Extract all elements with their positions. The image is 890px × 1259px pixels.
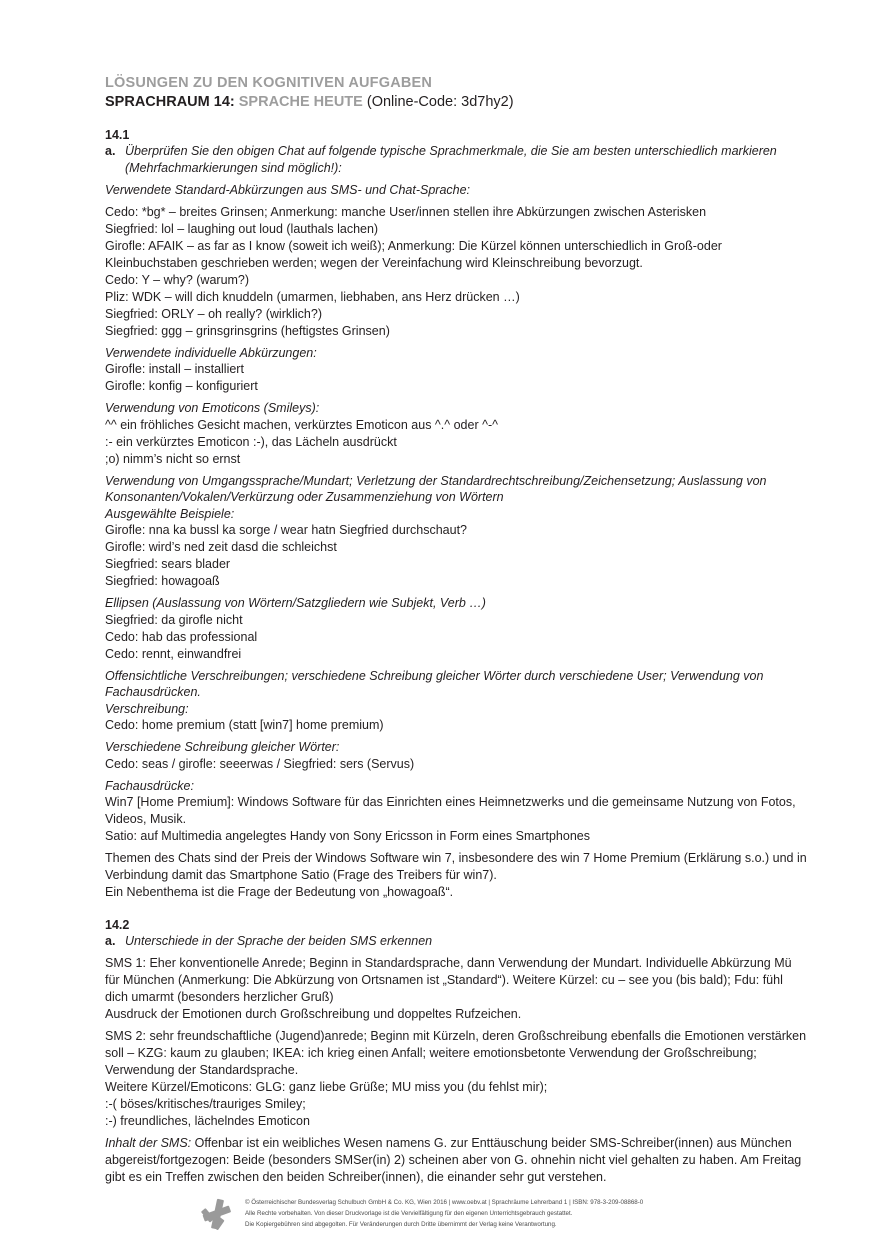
text-line: Cedo: rennt, einwandfrei: [105, 646, 242, 661]
text-line: für München (Anmerkung: Die Abkürzung von Ortsnamen ist „Standard“). Weitere Kürzel: cu – see you (bis bald); Fdu: fühl: [105, 972, 783, 987]
ellipses-heading: Ellipsen (Auslassung von Wörtern/Satzgliedern wie Subjekt, Verb …): [105, 596, 486, 610]
title-prefix: SPRACHRAUM 14:: [105, 94, 235, 110]
text-line: Siegfried: ggg – grinsgrinsgrins (heftigstes Grinsen): [105, 323, 390, 338]
text-line: Siegfried: da girofle nicht: [105, 612, 243, 627]
variant-spelling-subheading: Verschiedene Schreibung gleicher Wörter:: [105, 740, 340, 754]
text-line: Win7 [Home Premium]: Windows Software für das Einrichten eines Heimnetzwerks und die gemeinsame Nutzung von Fotos,: [105, 795, 796, 809]
text-line: Kleinbuchstaben geschrieben werden; wegen der Vereinfachung wird Kleinschreibung bevorzugt.: [105, 255, 643, 270]
online-code: (Online-Code: 3d7hy2): [366, 94, 514, 110]
text-line: Videos, Musik.: [105, 812, 187, 826]
emoticons-heading: Verwendung von Emoticons (Smileys):: [105, 401, 320, 415]
task-text: Unterschiede in der Sprache der beiden SMS erkennen: [125, 934, 433, 948]
text-line: ^^ ein fröhliches Gesicht machen, verkürztes Emoticon aus ^.^ oder ^-^: [105, 417, 498, 432]
text-line: Verwendung der Standardsprache.: [105, 1062, 299, 1077]
document-page: [105, 74, 820, 1186]
title-main: SPRACHE HEUTE: [238, 94, 363, 110]
footer: [200, 1197, 760, 1233]
task-letter: a.: [105, 934, 116, 948]
text-line: Girofle: install – installiert: [105, 362, 244, 376]
sms-content-label: Inhalt der SMS:: [105, 1135, 192, 1150]
section-heading: LÖSUNGEN ZU DEN KOGNITIVEN AUFGABEN: [105, 75, 433, 91]
footer-text: [245, 1198, 643, 1230]
std-abbrev-heading: Verwendete Standard-Abkürzungen aus SMS- und Chat-Sprache:: [105, 183, 471, 197]
text-line: dich umarmt (besonders herzlicher Gruß): [105, 989, 334, 1004]
text-line: Cedo: *bg* – breites Grinsen; Anmerkung: manche User/innen stellen ihre Abkürzungen zwischen Asterisken: [105, 204, 707, 219]
colloquial-heading: Verwendung von Umgangssprache/Mundart; Verletzung der Standardrechtschreibung/Zeichensetzung; Auslassung von: [105, 473, 767, 488]
task-letter: a.: [105, 144, 116, 158]
text-line: SMS 2: sehr freundschaftliche (Jugend)anrede; Beginn mit Kürzeln, deren Großschreibung ebenfalls die Emotionen verstärken: [105, 1028, 807, 1043]
task-14-2-a: [105, 933, 820, 950]
text-line: soll – KZG: kaum zu glauben; IKEA: ich krieg einen Anfall; weitere emotionsbetonte Verwendung der Großschreibung;: [105, 1045, 757, 1060]
text-line: Girofle: AFAIK – as far as I know (soweit ich weiß); Anmerkung: Die Kürzel können unterschiedlich in Groß-oder: [105, 238, 722, 253]
publisher-logo-icon: [200, 1197, 234, 1231]
text-line: Pliz: WDK – will dich knuddeln (umarmen, liebhaben, ans Herz drücken …): [105, 289, 520, 304]
text-line: Cedo: seas / girofle: seeerwas / Siegfried: sers (Servus): [105, 756, 415, 771]
text-line: Cedo: home premium (statt [win7] home premium): [105, 718, 384, 732]
text-line: Girofle: konfig – konfiguriert: [105, 379, 258, 393]
text-line: ;o) nimm’s nicht so ernst: [105, 451, 241, 466]
text-line: Cedo: Y – why? (warum?): [105, 272, 250, 287]
text-line: SMS 1: Eher konventionelle Anrede; Beginn in Standardsprache, dann Verwendung der Mundart. Individuelle Abkürzung Mü: [105, 955, 792, 970]
text-line: abgereist/fortgezogen: Beide (besonders SMSer(in) 2) scheinen aber von G. ohnehin nicht viel gehalten zu haben. Am Freitag: [105, 1152, 802, 1167]
misspelling-subheading: Verschreibung:: [105, 701, 189, 716]
text-line: :-) freundliches, lächelndes Emoticon: [105, 1113, 310, 1128]
task-14-1-a: [105, 143, 820, 176]
text-line: :-( böses/kritisches/trauriges Smiley;: [105, 1096, 306, 1111]
text-line: Ausdruck der Emotionen durch Großschreibung und doppeltes Rufzeichen.: [105, 1006, 522, 1021]
text-line: Cedo: hab das professional: [105, 629, 258, 644]
text-line: Girofle: wird’s ned zeit dasd die schleichst: [105, 540, 337, 554]
task-text: Überprüfen Sie den obigen Chat auf folgende typische Sprachmerkmale, die Sie am besten unterschiedlich markieren (Mehrfachmarkierungen sind möglich!):: [125, 144, 777, 175]
text-line: :- ein verkürztes Emoticon :-), das Lächeln ausdrückt: [105, 434, 397, 449]
text-line: Verbindung damit das Smartphone Satio (Frage des Treibers für win7).: [105, 868, 497, 882]
sms-content-paragraph: [105, 1135, 820, 1152]
text-line: Siegfried: howagoaß: [105, 574, 220, 588]
footer-line: © Österreichischer Bundesverlag Schulbuch GmbH & Co. KG, Wien 2016 | www.oebv.at | Sprachräume Lehrerband 1 | ISBN: 978-3-209-08868-0: [245, 1199, 644, 1206]
page-title: [105, 93, 820, 111]
text-span: Offenbar ist ein weibliches Wesen namens G. zur Enttäuschung beider SMS-Schreiber(innen) aus München: [191, 1135, 792, 1150]
footer-line: Alle Rechte vorbehalten. Von dieser Druckvorlage ist die Vervielfältigung für den eigenen Unterrichtsgebrauch gestattet.: [245, 1209, 573, 1217]
misspellings-heading: Offensichtliche Verschreibungen; verschiedene Schreibung gleicher Wörter durch verschiedene User; Verwendung von Fachausdrücken.: [105, 668, 764, 699]
text-line: Siegfried: lol – laughing out loud (lauthals lachen): [105, 221, 379, 236]
text-line: Siegfried: sears blader: [105, 557, 231, 571]
text-line: Weitere Kürzel/Emoticons: GLG: ganz liebe Grüße; MU miss you (du fehlst mir);: [105, 1079, 548, 1094]
text-line: Girofle: nna ka bussl ka sorge / wear hatn Siegfried durchschaut?: [105, 523, 468, 537]
task-number-14-2: 14.2: [105, 918, 130, 932]
text-line: Siegfried: ORLY – oh really? (wirklich?): [105, 306, 322, 321]
text-line: Satio: auf Multimedia angelegtes Handy von Sony Ericsson in Form eines Smartphones: [105, 829, 590, 843]
examples-subheading: Ausgewählte Beispiele:: [105, 506, 235, 521]
technical-terms-subheading: Fachausdrücke:: [105, 778, 194, 793]
task-number-14-1: 14.1: [105, 128, 130, 142]
footer-line: Die Kopiergebühren sind abgegolten. Für Veränderungen durch Dritte übernimmt der Verlag keine Verantwortung.: [245, 1220, 557, 1228]
text-line: gibt es ein Treffen zwischen den beiden Schreiber(innen), die einander sehr gut verstehen.: [105, 1169, 607, 1184]
individual-abbrev-heading: Verwendete individuelle Abkürzungen:: [105, 345, 317, 360]
colloquial-heading-cont: Konsonanten/Vokalen/Verkürzung oder Zusammenziehung von Wörtern: [105, 490, 504, 504]
text-line: Ein Nebenthema ist die Frage der Bedeutung von „howagoaß“.: [105, 885, 454, 899]
text-line: Themen des Chats sind der Preis der Windows Software win 7, insbesondere des win 7 Home Premium (Erklärung s.o.) und in: [105, 851, 807, 865]
